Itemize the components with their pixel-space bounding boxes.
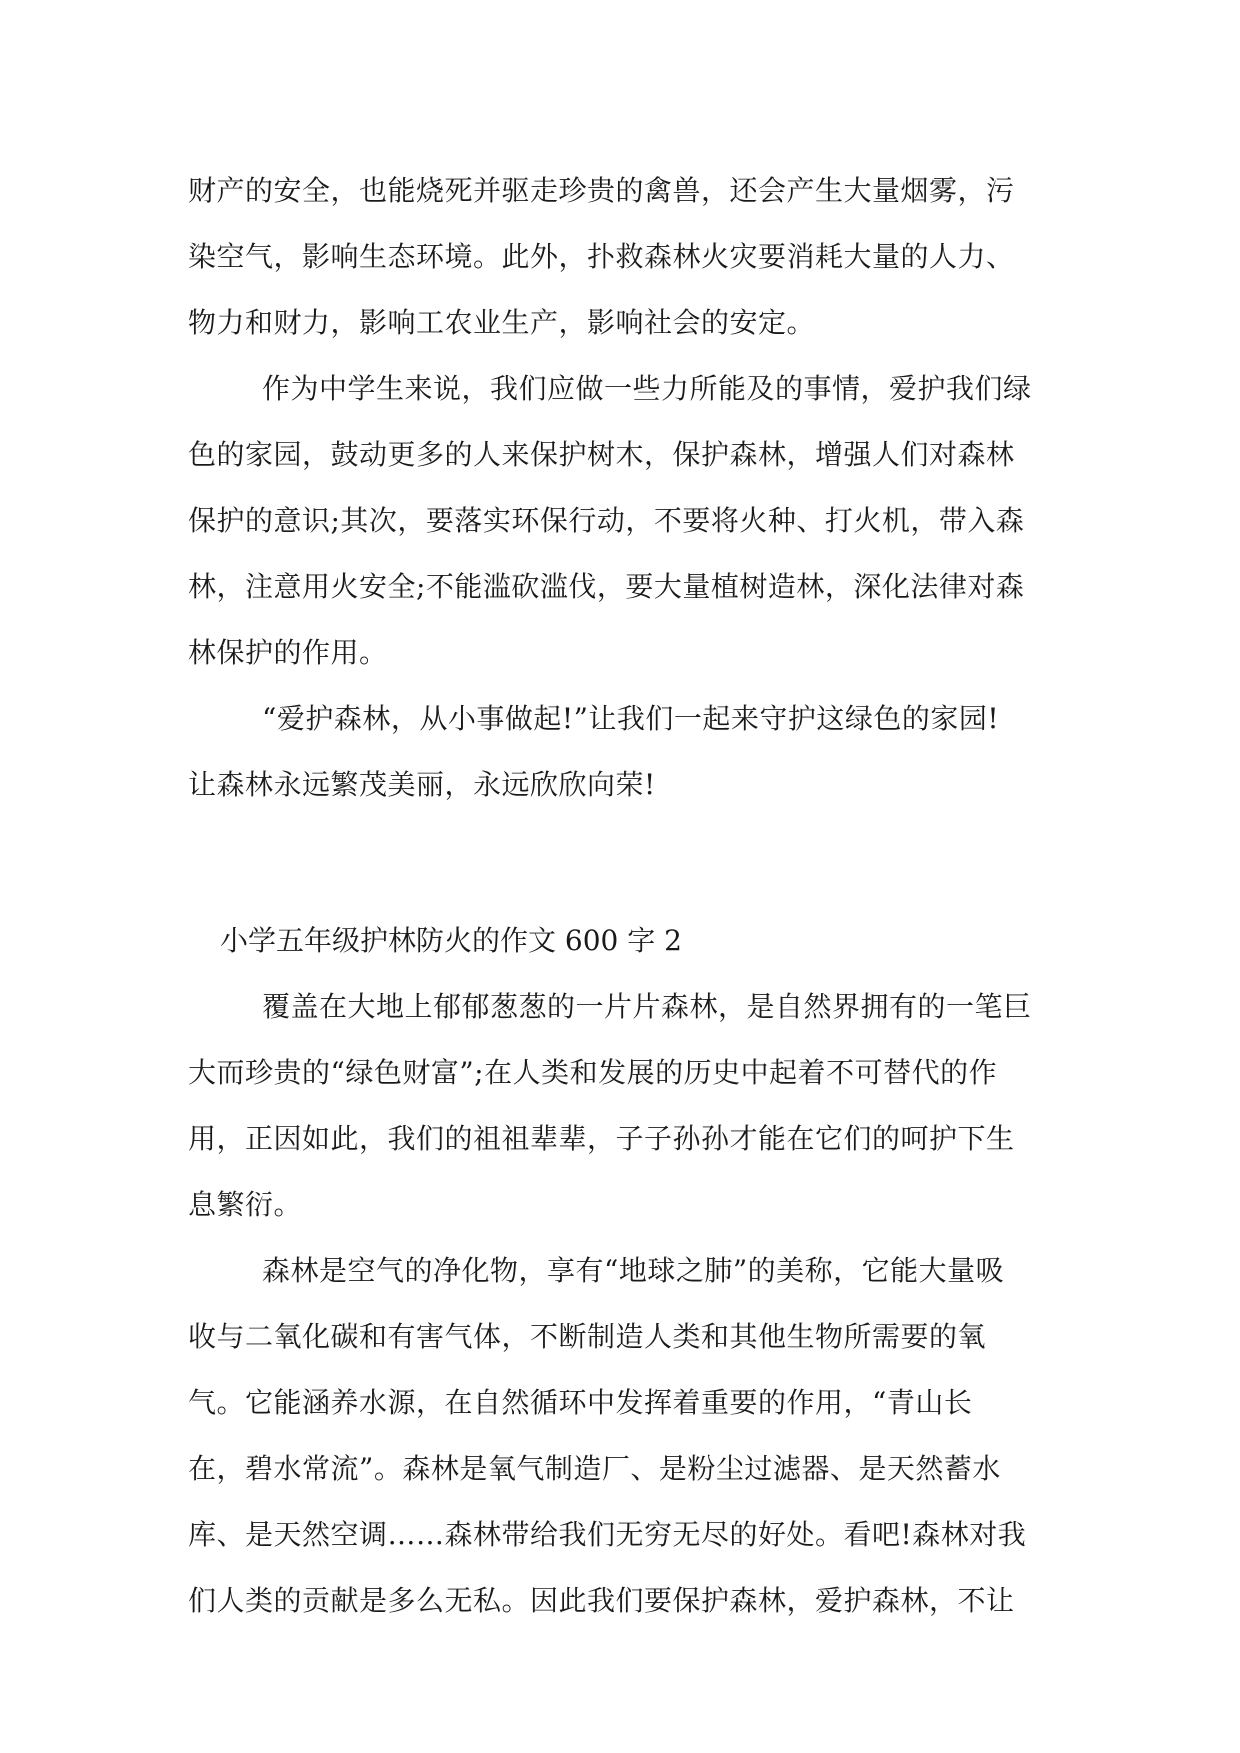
section-gap <box>188 818 1058 908</box>
text-line: 收与二氧化碳和有害气体，不断制造人类和其他生物所需要的氧 <box>188 1320 987 1353</box>
text-line: 作为中学生来说，我们应做一些力所能及的事情，爱护我们绿 <box>262 372 1032 405</box>
text-line: 们人类的贡献是多么无私。因此我们要保护森林，爱护森林，不让 <box>188 1584 1015 1617</box>
text-line: 保护的意识;其次，要落实环保行动，不要将火种、打火机，带入森 <box>188 504 1025 537</box>
text-line: 财产的安全，也能烧死并驱走珍贵的禽兽，还会产生大量烟雾，污 <box>188 174 1015 207</box>
paragraph <box>188 1238 1058 1634</box>
text-line: 用，正因如此，我们的祖祖辈辈，子子孙孙才能在它们的呵护下生 <box>188 1122 1015 1155</box>
text-line: 气。它能涵养水源，在自然循环中发挥着重要的作用，“青山长 <box>188 1386 973 1419</box>
text-line: 在，碧水常流”。森林是氧气制造厂、是粉尘过滤器、是天然蓄水 <box>188 1452 1001 1485</box>
text-line: 林，注意用火安全;不能滥砍滥伐，要大量植树造林，深化法律对森 <box>188 570 1025 603</box>
paragraph <box>188 158 1058 356</box>
text-line: 覆盖在大地上郁郁葱葱的一片片森林，是自然界拥有的一笔巨 <box>262 990 1032 1023</box>
text-line: 大而珍贵的“绿色财富”;在人类和发展的历史中起着不可替代的作 <box>188 1056 998 1089</box>
paragraph <box>188 356 1058 686</box>
text-line: 息繁衍。 <box>188 1188 303 1221</box>
section-heading: 小学五年级护林防火的作文 600 字 2 <box>220 924 682 957</box>
text-line: 库、是天然空调……森林带给我们无穷无尽的好处。看吧!森林对我 <box>188 1518 1027 1551</box>
text-line: 林保护的作用。 <box>188 636 388 669</box>
text-line: 色的家园，鼓动更多的人来保护树木，保护森林，增强人们对森林 <box>188 438 1015 471</box>
text-line: 物力和财力，影响工农业生产，影响社会的安定。 <box>188 306 816 339</box>
paragraph <box>188 686 1058 818</box>
paragraph <box>188 974 1058 1238</box>
text-line: 森林是空气的净化物，享有“地球之肺”的美称，它能大量吸 <box>262 1254 1005 1287</box>
document-body <box>188 158 1058 1634</box>
text-line: “爱护森林，从小事做起!”让我们一起来守护这绿色的家园! <box>262 702 1000 735</box>
text-line: 染空气，影响生态环境。此外，扑救森林火灾要消耗大量的人力、 <box>188 240 1015 273</box>
text-line: 让森林永远繁茂美丽，永远欣欣向荣! <box>188 768 656 801</box>
